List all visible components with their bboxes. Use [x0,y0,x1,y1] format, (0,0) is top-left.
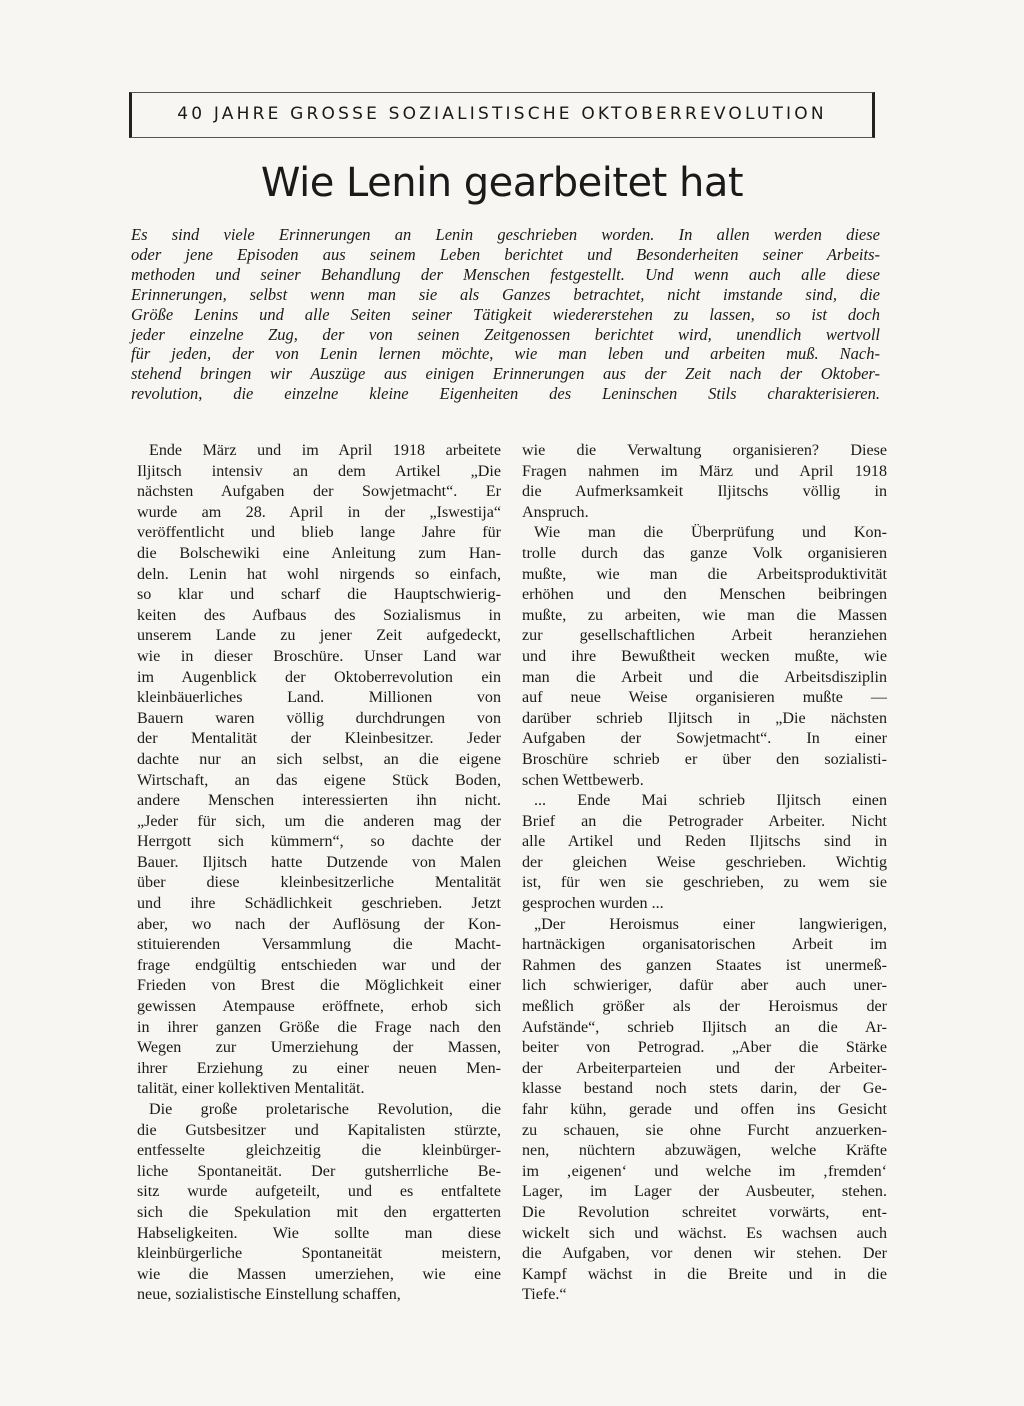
text-line: und ihre Bewußtheit wecken mußte, wie [522,647,887,665]
text-line: so klar und scharf die Hauptschwierig- [137,586,501,604]
text-line: neue, sozialistische Einstellung schaffen, [137,1286,401,1304]
right-column [522,441,887,1306]
text-line: unserem Lande zu jener Zeit aufgedeckt, [137,627,501,645]
text-line: frage endgültig entschieden war und der [137,956,501,974]
section-header: 40 JAHRE GROSSE SOZIALISTISCHE OKTOBERREVOLUTION [177,104,827,124]
text-line: sitz wurde aufgeteilt, und es entfaltete [137,1183,501,1201]
section-header-box [129,92,875,138]
text-line: zur gesellschaftlichen Arbeit heranziehen [522,627,887,645]
text-line: hartnäckigen organisatorischen Arbeit im [522,936,887,954]
text-line: die Aufmerksamkeit Iljitschs völlig in [522,483,887,501]
text-line: talität, einer kollektiven Mentalität. [137,1080,365,1098]
text-line: im ‚eigenen‘ und welche im ‚fremden‘ [522,1162,887,1180]
text-line: Lager, im Lager der Ausbeuter, stehen. [522,1183,887,1201]
intro-line: revolution, die einzelne kleine Eigenheiten des Leninschen Stils charakterisieren. [131,384,880,404]
text-line: Bauern waren völlig durchdrungen von [137,709,501,727]
text-line: keiten des Aufbaus des Sozialismus in [137,606,501,624]
text-line: nächsten Aufgaben der Sowjetmacht“. Er [137,483,501,501]
text-line: wurde am 28. April in der „Iswestija“ [137,503,501,521]
text-line: Broschüre schrieb er über den sozialisti- [522,750,887,768]
text-line: ... Ende Mai schrieb Iljitsch einen [534,792,887,810]
text-line: zu schauen, sie ohne Furcht anzuerken- [522,1121,887,1139]
text-line: die Gutsbesitzer und Kapitalisten stürzte, [137,1121,501,1139]
text-line: „Jeder für sich, um die anderen mag der [137,812,501,830]
article-intro [131,225,880,404]
text-line: Habseligkeiten. Wie sollte man diese [137,1224,501,1242]
text-line: gesprochen wurden ... [522,895,664,913]
text-line: Die Revolution schreitet vorwärts, ent- [522,1203,887,1221]
text-line: Wie man die Überprüfung und Kon- [534,524,887,542]
text-line: über diese kleinbesitzerliche Mentalität [137,874,501,892]
text-line: die Aufgaben, vor denen wir stehen. Der [522,1245,887,1263]
text-line: wickelt sich und wächst. Es wachsen auch [522,1224,887,1242]
text-line: sich die Spekulation mit den ergatterten [137,1203,501,1221]
text-line: gewissen Atempause eröffnete, erhob sich [137,998,501,1016]
text-line: wie in dieser Broschüre. Unser Land war [137,647,501,665]
intro-line: methoden und seiner Behandlung der Menschen festgestellt. Und wenn auch alle diese [131,264,880,284]
text-line: kleinbürgerliche Spontaneität meistern, [137,1245,501,1263]
text-line: „Der Heroismus einer langwierigen, [534,915,887,933]
text-line: wie die Massen umerziehen, wie eine [137,1265,501,1283]
text-line: liche Spontaneität. Der gutsherrliche Be- [137,1162,501,1180]
text-line: erhöhen und den Menschen beibringen [522,586,887,604]
text-line: Herrgott sich kümmern“, so dachte der [137,833,501,851]
text-line: veröffentlicht und blieb lange Jahre für [137,524,501,542]
text-line: fahr kühn, gerade und offen ins Gesicht [522,1101,887,1118]
text-line: Kampf wächst in die Breite und in die [522,1265,887,1283]
intro-line: Erinnerungen, selbst wenn man sie als Ganzes betrachtet, nicht imstande sind, die [131,284,880,304]
text-line: Frieden von Brest die Möglichkeit einer [137,977,501,995]
text-line: Bauer. Iljitsch hatte Dutzende von Malen [137,853,501,871]
text-line: Iljitsch intensiv an dem Artikel „Die [137,462,501,480]
text-line: Ende März und im April 1918 arbeitete [149,442,501,459]
text-line: meßlich größer als der Heroismus der [522,998,887,1016]
text-line: dachte nur an sich selbst, an die eigene [137,750,501,768]
text-line: andere Menschen interessierten ihn nicht. [137,792,501,810]
text-line: deln. Lenin hat wohl nirgends so einfach, [137,565,501,583]
text-line: im Augenblick der Oktoberrevolution ein [137,668,501,686]
text-line: die Bolschewiki eine Anleitung zum Han- [137,544,501,562]
text-line: ist, für wen sie geschrieben, zu wem sie [522,874,887,892]
intro-line: stehend bringen wir Auszüge aus einigen Erinnerungen aus der Zeit nach der Oktober- [131,364,880,384]
text-line: nen, nüchtern abzuwägen, welche Kräfte [522,1142,887,1160]
text-line: trolle durch das ganze Volk organisieren [522,544,887,562]
text-line: kleinbäuerliches Land. Millionen von [137,689,501,707]
text-line: klasse bestand noch stets darin, der Ge- [522,1080,887,1098]
intro-line: jeder einzelne Zug, der von seinen Zeitgenossen berichtet wird, unendlich wertvoll [131,324,880,344]
text-line: beiter von Petrograd. „Aber die Stärke [522,1039,887,1057]
left-column [137,441,501,1306]
text-line: und ihre Schädlichkeit geschrieben. Jetzt [137,895,501,913]
text-line: Fragen nahmen im März und April 1918 [522,462,887,480]
text-line: wie die Verwaltung organisieren? Diese [522,442,887,459]
text-line: der Mentalität der Kleinbesitzer. Jeder [137,730,501,748]
text-line: man die Arbeit und die Arbeitsdisziplin [522,668,887,686]
text-line: schen Wettbewerb. [522,771,644,789]
text-line: Wegen zur Umerziehung der Massen, [137,1039,501,1057]
intro-line: Es sind viele Erinnerungen an Lenin geschrieben worden. In allen werden diese [131,225,880,244]
article-title: Wie Lenin gearbeitet hat [260,160,744,206]
text-line: Aufstände“, schrieb Iljitsch an die Ar- [522,1018,887,1036]
text-line: in ihrer ganzen Größe die Frage nach den [137,1018,501,1036]
intro-line: für jeden, der von Lenin lernen möchte, wie man leben und arbeiten muß. Nach- [131,344,880,364]
text-line: der gleichen Weise geschrieben. Wichtig [522,853,887,871]
intro-line: Größe Lenins und alle Seiten seiner Tätigkeit wiedererstehen zu lassen, so ist doch [131,304,880,324]
text-line: Wirtschaft, an das eigene Stück Boden, [137,771,501,789]
text-line: mußte, wie man die Arbeitsproduktivität [522,565,887,583]
text-line: entfesselte gleichzeitig die kleinbürger- [137,1142,501,1160]
text-line: der Arbeiterparteien und der Arbeiter- [522,1059,887,1077]
text-line: alle Artikel und Reden Iljitschs sind in [522,833,887,851]
text-line: Die große proletarische Revolution, die [149,1101,501,1118]
text-line: darüber schrieb Iljitsch in „Die nächsten [522,709,887,727]
text-line: Rahmen des ganzen Staates ist unermeß- [522,956,887,974]
text-line: Tiefe.“ [522,1286,567,1304]
text-line: Aufgaben der Sowjetmacht“. In einer [522,730,887,748]
text-line: aber, wo nach der Auflösung der Kon- [137,915,501,933]
text-line: Anspruch. [522,503,589,521]
text-line: lich schwieriger, dafür aber auch uner- [522,977,887,995]
text-line: Brief an die Petrograder Arbeiter. Nicht [522,812,887,830]
text-line: ihrer Erziehung zu einer neuen Men- [137,1059,501,1077]
text-line: mußte, zu arbeiten, wie man die Massen [522,606,887,624]
intro-line: oder jene Episoden aus seinem Leben berichtet und Besonderheiten seiner Arbeits- [131,244,880,264]
text-line: stituierenden Versammlung die Macht- [137,936,501,954]
text-line: auf neue Weise organisieren mußte — [522,689,887,707]
